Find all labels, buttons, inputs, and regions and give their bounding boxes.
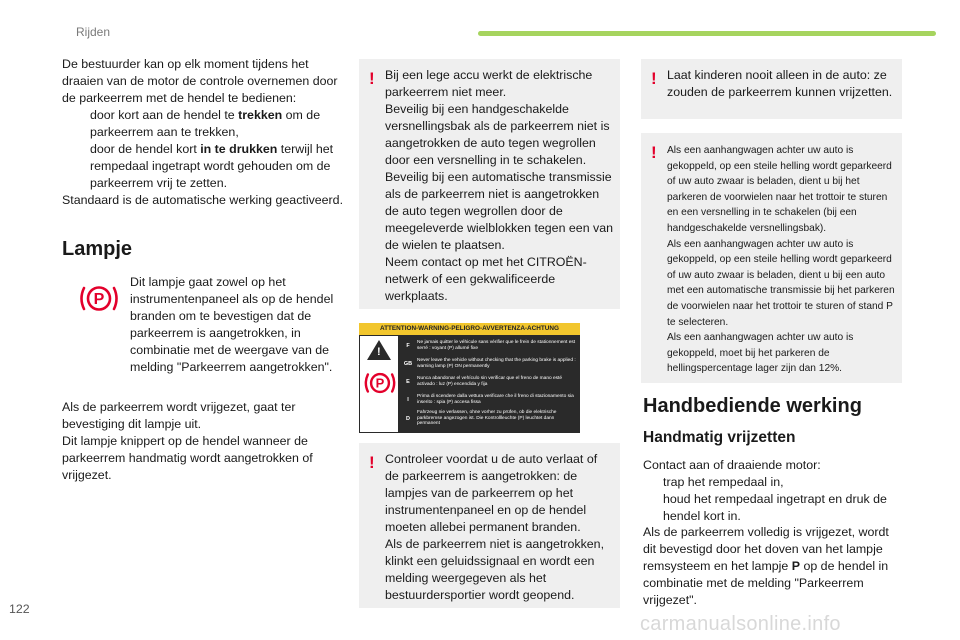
release-text-2: Dit lampje knippert op de hendel wanneer de parkeerrem handmatig wordt aangetrokken of vrijgezet. [62, 434, 313, 482]
warning-label-image [359, 323, 580, 433]
label-row-gb: GB Never leave the vehicle without checking that the parking brake is applied : warning lamp (P) ON permanently [403, 358, 576, 369]
section-title: Rijden [76, 25, 111, 39]
warning-box-leave-car [359, 443, 620, 608]
label-brake-icon [363, 370, 397, 396]
parking-brake-icon [78, 283, 120, 314]
label-row-i: I Prima di scendere dalla vettura verificare che il freno di stazionamento sia inserito : spia (P) accesa fissa [403, 392, 578, 407]
subheading-handmatig-vrijzetten: Handmatig vrijzetten [643, 429, 796, 446]
warning-box-trailer [641, 133, 902, 383]
svg-text:P: P [375, 375, 385, 391]
warning-text-children: Laat kinderen nooit alleen in de auto: ze zouden de parkeerrem kunnen vrijzetten. [667, 68, 893, 99]
warning-text-trailer: Als een aanhangwagen achter uw auto is gekoppeld, op een steile helling wordt geparkeerd of uw auto zwaar is beladen, dient u bij het parkeren de voorwielen naar het trottoir te sturen en een versnelling in te schakelen (bij een handgeschakelde versnellingsbak). Als een aanhangwagen achter uw auto is gekoppeld, op een steile helling wordt geparkeerd of uw auto zwaar is beladen, dient u bij een auto met een automatische transmissie bij het parkeren de voorwielen naar het trottoir te sturen of stand P te selecteren. Als een aanhangwagen achter uw auto is gekoppeld, moet bij het parkeren de hellingspercentage lager zijn dan 12%. [667, 145, 895, 375]
bullet-mark [643, 474, 663, 491]
release-text-1: Als de parkeerrem wordt vrijgezet, gaat ter bevestiging dit lampje uit. [62, 400, 296, 431]
warning-box-children [641, 59, 902, 119]
warning-text-battery: Bij een lege accu werkt de elektrische parkeerrem niet meer. Beveilig bij een handgeschakelde versnellingsbak als de parkeerrem niet is aangetrokken de auto tegen wegrollen door een versnelling in te schakelen. Beveilig bij een automatische transmissie als de parkeerrem niet is aangetrokken de auto tegen wegrollen door de meegeleverde wielblokken tegen een van de wielen te plaatsen. Neem contact op met het CITROËN-netwerk of een gekwalificeerde werkplaats. [385, 68, 614, 303]
intro-block [62, 56, 344, 209]
release-block [62, 399, 344, 484]
label-row-f: F Ne jamais quitter le véhicule sans vérifier que le frein de stationnement est serré : voyant (P) allumé fixe [403, 338, 578, 353]
label-row-d: D Fahrzeug nie verlassen, ohne vorher zu prüfen, ob die elektrische parkbremse angezogen ist. Die Kontrollleuchte (P) leuchtet dann permanent [403, 411, 578, 426]
bullet-pull: door kort aan de hendel te trekken om de parkeerrem aan te trekken, [62, 107, 344, 141]
emph-push: in te drukken [200, 142, 278, 156]
lamp-glyph: P [93, 291, 105, 308]
step-1: trap het rempedaal in, [643, 474, 905, 491]
section-color-bar [478, 31, 936, 36]
warning-label-title: ATTENTION-WARNING-PELIGRO-AVVERTENZA-ACHTUNG [359, 323, 580, 335]
page-number: 122 [9, 602, 30, 616]
warning-icon: ! [369, 453, 375, 472]
parking-brake-lamp-icon [78, 283, 120, 314]
caution-mark: ! [377, 346, 381, 358]
warning-icon: ! [369, 69, 375, 88]
bullet-push: door de hendel kort in te drukken terwijl het rempedaal ingetrapt wordt gehouden om de parkeerrem vrij te zetten. [62, 141, 344, 192]
bullet-mark [643, 491, 663, 525]
intro-text: De bestuurder kan op elk moment tijdens het draaien van de motor de controle overnemen door de parkeerrem met de hendel te bedienen: [62, 57, 338, 105]
watermark: carmanualsonline.info [640, 613, 841, 635]
p-symbol: P [791, 559, 801, 573]
step-2: houd het rempedaal ingetrapt en druk de hendel kort in. [643, 491, 905, 525]
warning-icon: ! [651, 69, 657, 88]
final-confirmation: Als de parkeerrem volledig is vrijgezet, wordt dit bevestigd door het doven van het lampje remsysteem en het lampje P op de hendel in combinatie met de melding "Parkeerrem vrijgezet". [643, 525, 889, 607]
heading-lampje: Lampje [62, 238, 133, 260]
label-row-e: E Nunca abandonar el vehículo sin verificar que el freno de mano esté activado : luz (P) encendida y fija [403, 374, 578, 389]
warning-box-battery [359, 59, 620, 309]
contact-text: Contact aan of draaiende motor: [643, 458, 821, 472]
lamp-description: Dit lampje gaat zowel op het instrumentenpaneel als op de hendel branden om te bevestigen dat de parkeerrem is aangetrokken, in combinatie met de weergave van de melding "Parkeerrem aangetrokken". [130, 275, 334, 374]
manual-release-steps [643, 457, 905, 525]
warning-text-leave-car: Controleer voordat u de auto verlaat of de parkeerrem is aangetrokken: de lampjes van de parkeerrem op het instrumentenpaneel en op de hendel moeten allebei permanent branden. Als de parkeerrem niet is aangetrokken, klinkt een geluidssignaal en wordt een melding weergegeven als het bestuurdersportier wordt geopend. [385, 452, 605, 602]
label-text-panel [399, 336, 579, 432]
bullet-mark [62, 141, 90, 192]
heading-handbediende-werking: Handbediende werking [643, 395, 862, 417]
default-text: Standaard is de automatische werking geactiveerd. [62, 193, 344, 207]
label-left-panel [360, 336, 398, 432]
emph-pull: trekken [238, 108, 283, 122]
bullet-mark [62, 107, 90, 141]
warning-icon: ! [651, 143, 657, 162]
